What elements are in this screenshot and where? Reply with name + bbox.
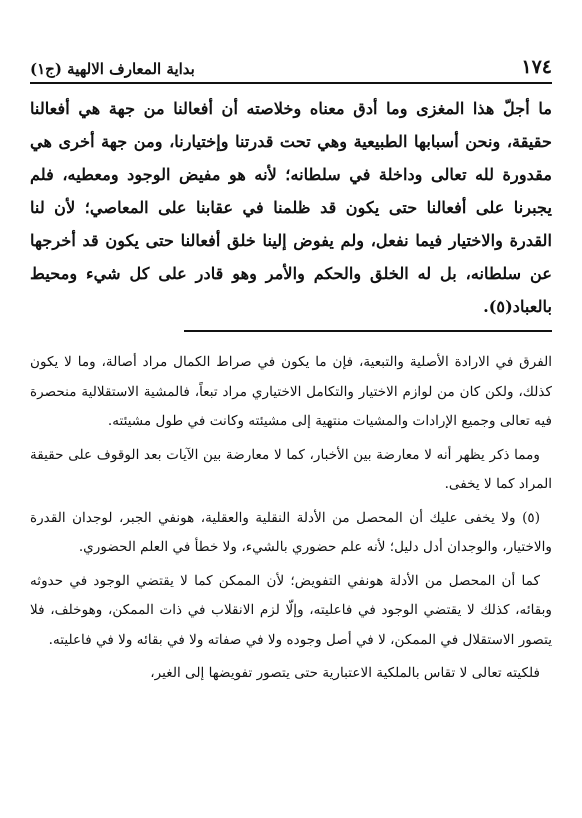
running-title: بداية المعارف الالهية (ج١)	[30, 60, 195, 78]
page-number: ١٧٤	[521, 56, 552, 78]
page-header	[30, 52, 552, 78]
footnotes	[30, 348, 552, 693]
footnote-paragraph: فلكيته تعالى لا تقاس بالملكية الاعتبارية حتى يتصور تفويضها إلى الغير،	[150, 665, 540, 681]
footnote-separator	[184, 330, 552, 332]
footnote-paragraph: ومما ذكر يظهر أنه لا معارضة بين الأخبار، كما لا معارضة بين الآيات بعد الوقوف على حقيقة المراد كما لا يخفى.	[30, 446, 552, 492]
main-text: ما أجلّ هذا المغزى وما أدق معناه وخلاصته أن أفعالنا من جهة هي أفعالنا حقيقة، ونحن أسبابها الطبيعية وهي تحت قدرتنا وإختيارنا، ومن جهة أخرى هي مقدورة لله تعالى وداخلة في سلطانه؛ لأنه هو مفيض الوجود ومعطيه، فلم يجبرنا على أفعالنا حتى يكون قد ظلمنا في عقابنا على المعاصي؛ لأن لنا القدرة والاختيار فيما نفعل، ولم يفوض إلينا خلق أفعالنا حتى يكون قد أخرجها عن سلطانه، بل له الخلق والحكم والأمر وهو قادر على كل شيء ومحيط بالعباد(٥).	[30, 99, 552, 316]
footnote-paragraph: (٥) ولا يخفى عليك أن المحصل من الأدلة النقلية والعقلية، هونفي الجبر، لوجدان القدرة والاختيار، والوجدان أدل دليل؛ لأنه علم حضوري بالشيء، ولا خطأ في العلم الحضوري.	[30, 509, 552, 555]
header-rule	[30, 82, 552, 84]
footnote-paragraph: الفرق في الارادة الأصلية والتبعية، فإن ما يكون في صراط الكمال مراد أصالة، وما لا يكون كذلك، ولكن كان من لوازم الاختيار والتكامل الاختياري مراد تبعاً، فالمشية الاستقلالية منحصرة فيه تعالى وجميع الإرادات والمشيات منتهية إلى مشيئته وكانت في طول مشيئته.	[30, 354, 552, 429]
footnote-paragraph: كما أن المحصل من الأدلة هونفي التفويض؛ لأن الممكن كما لا يقتضي الوجود في حدوثه وبقائه، كذلك لا يقتضي الوجود في فاعليته، وإلّا لزم الانقلاب في ذات الممكن، وهوخلف، فلا يتصور الاستقلال في الممكن، لا في أصل وجوده ولا في صفاته ولا في بقائه ولا في فاعليته.	[30, 572, 552, 648]
